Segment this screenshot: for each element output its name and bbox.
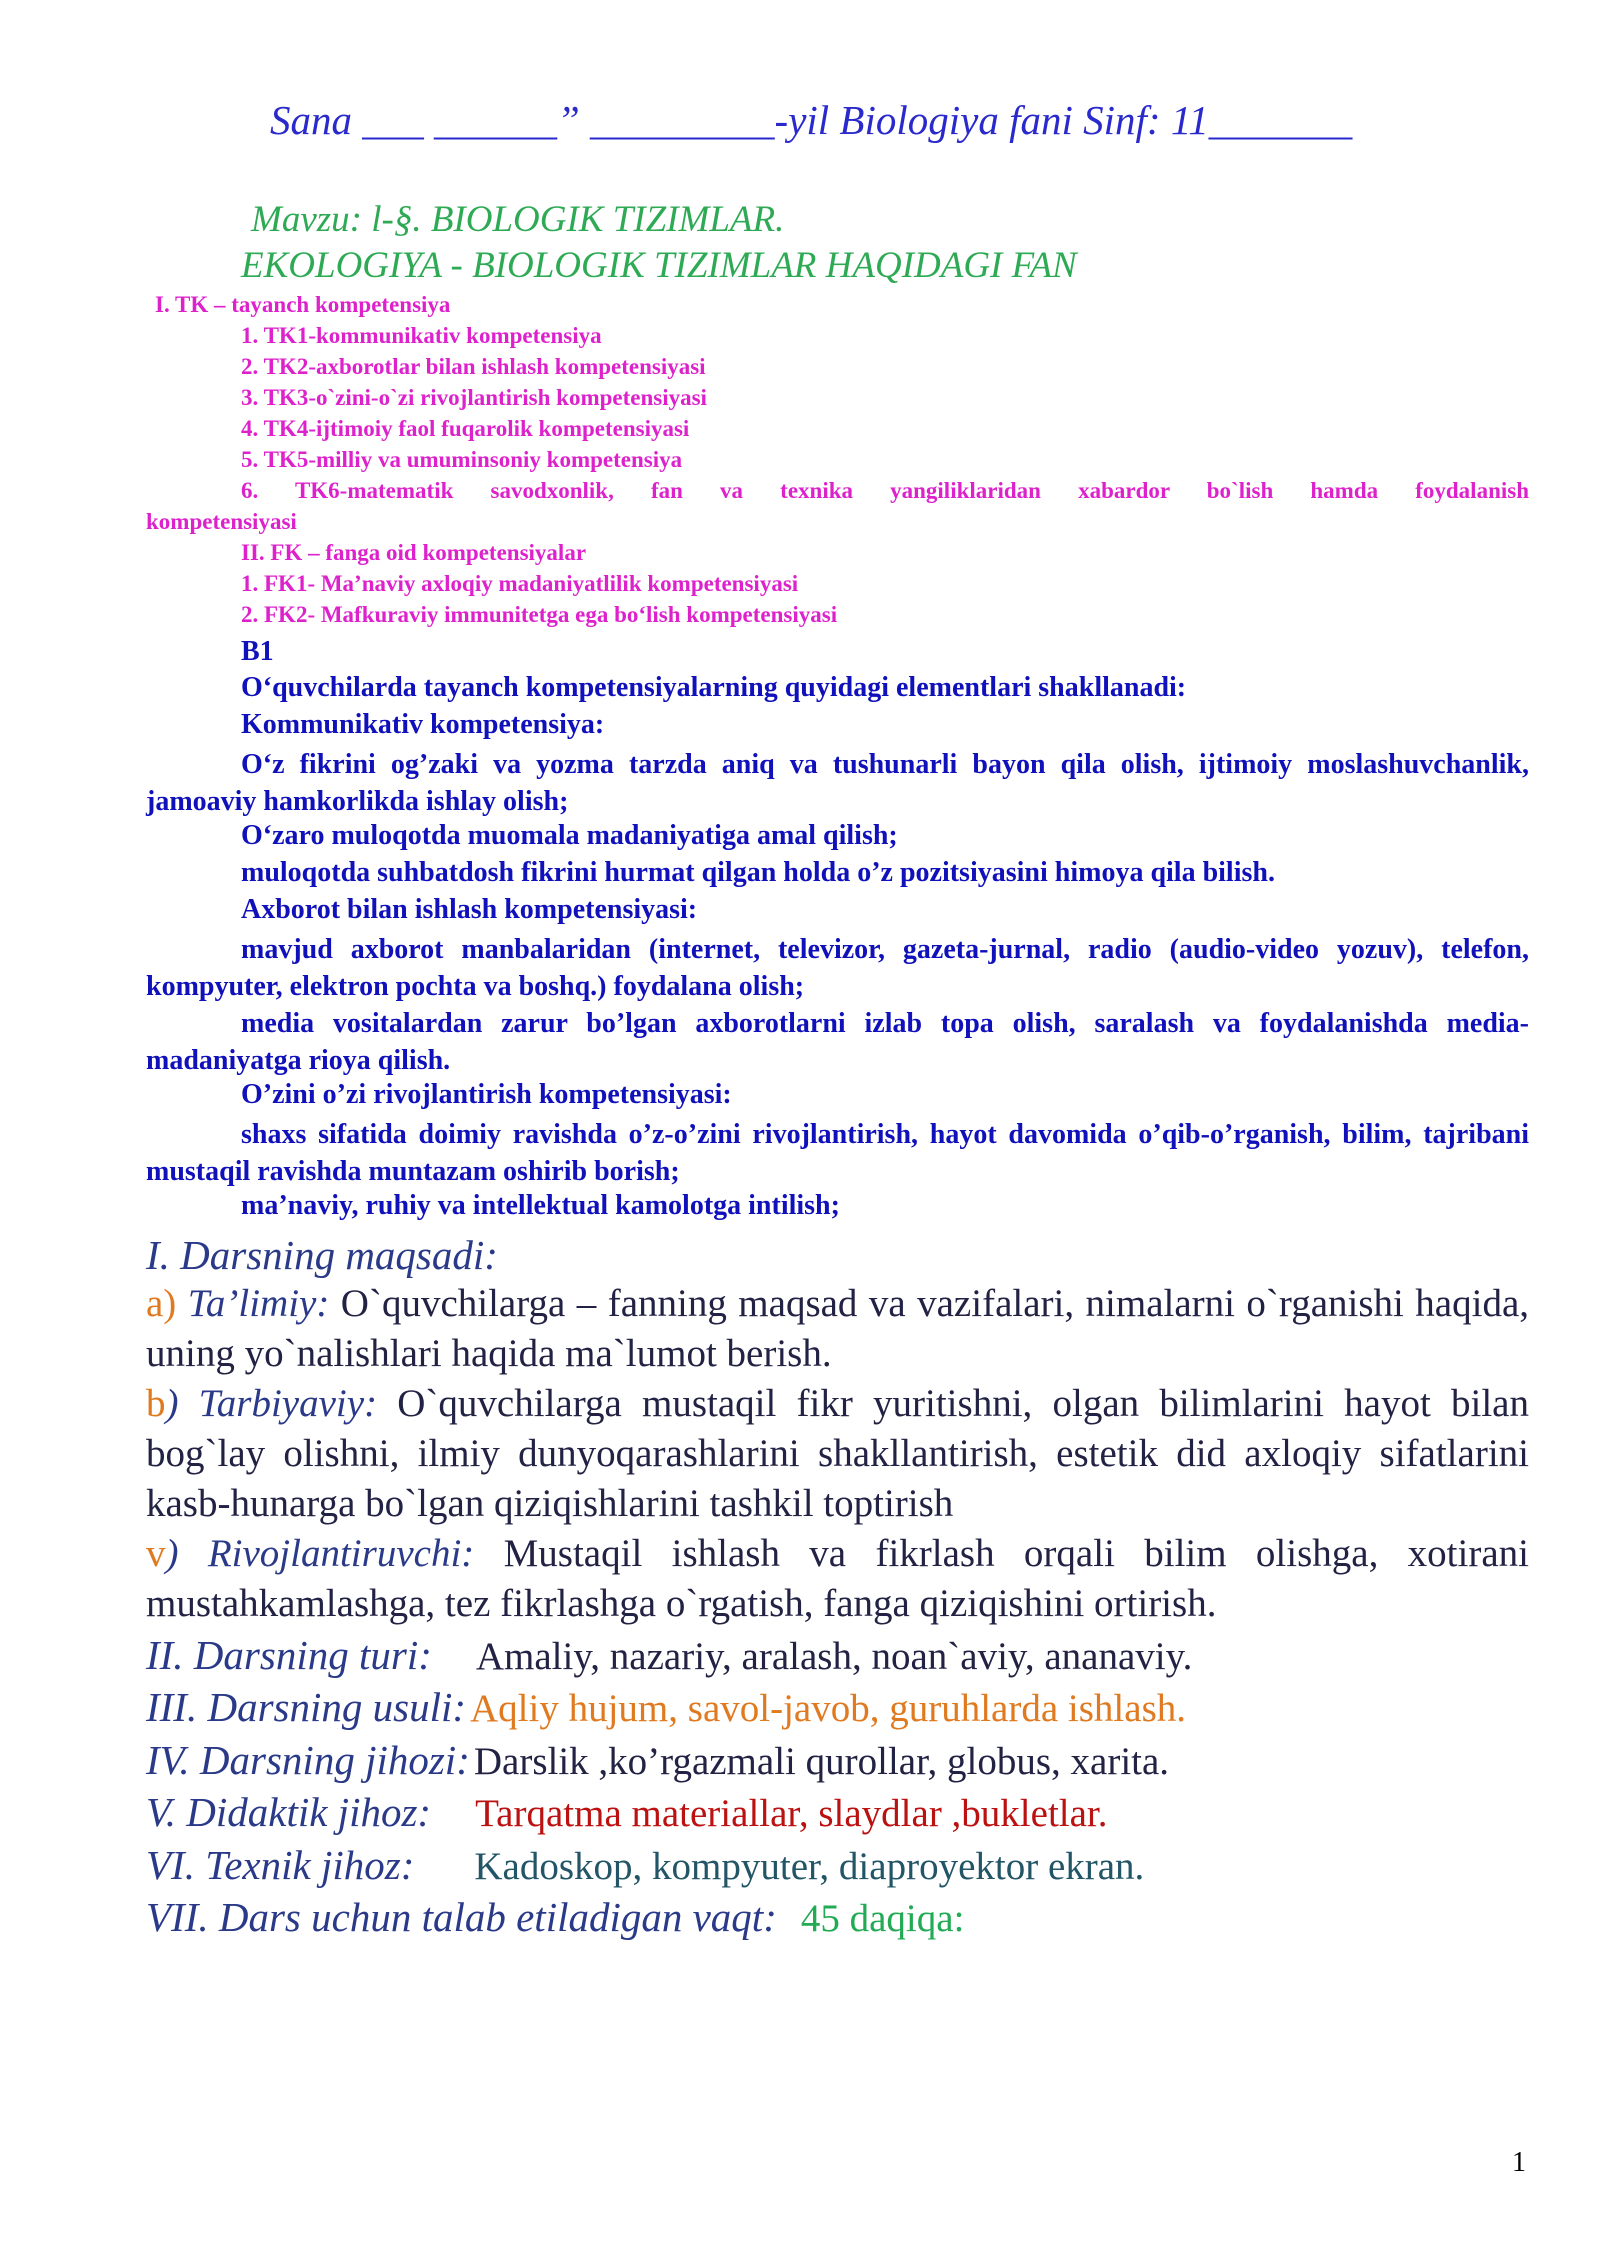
section-method bbox=[146, 1683, 1186, 1731]
topic-line-1: Mavzu: l-§. BIOLOGIK TIZIMLAR. bbox=[251, 199, 785, 240]
goal-a-label: Ta’limiy: bbox=[187, 1282, 330, 1325]
lesson-header: Sana ___ ______” _________-yil Biologiya fani Sinf: 11_______ bbox=[270, 97, 1353, 143]
komm-paragraph-2: O‘zaro muloqotda muomala madaniyatiga amal qilish; bbox=[241, 820, 898, 851]
section-type bbox=[146, 1631, 1192, 1679]
section-didactic-label: V. Didaktik jihoz: bbox=[146, 1789, 432, 1835]
topic-line-2: EKOLOGIYA - BIOLOGIK TIZIMLAR HAQIDAGI FAN bbox=[241, 245, 1077, 286]
section-didactic-value: Tarqatma materiallar, slaydlar ,bukletlar. bbox=[475, 1792, 1108, 1835]
axborot-paragraph-2: media vositalardan zarur bo’lgan axborotlarni izlab topa olish, saralash va foydalanishda media-madaniyatga rioya qilish. bbox=[146, 1008, 1529, 1076]
tk-title: I. TK – tayanch kompetensiya bbox=[155, 292, 451, 317]
tk-item: 5. TK5-milliy va umuminsoniy kompetensiya bbox=[241, 447, 683, 472]
fk-item: 2. FK2- Mafkuraviy immunitetga ega bo‘lish kompetensiyasi bbox=[241, 602, 838, 627]
section-equipment-label: IV. Darsning jihozi: bbox=[146, 1737, 470, 1783]
goal-v-label: ) Rivojlantiruvchi: bbox=[165, 1532, 475, 1575]
section-equipment bbox=[146, 1736, 1169, 1784]
goal-a-prefix: a) bbox=[146, 1282, 177, 1325]
goal-b-label: ) Tarbiyaviy: bbox=[165, 1382, 378, 1425]
goal-a bbox=[146, 1279, 1529, 1379]
tk6-line-1: 6. TK6-matematik savodxonlik, fan va texnika yangiliklaridan xabardor bo`lish hamda foydalanish bbox=[241, 478, 1529, 503]
axborot-title: Axborot bilan ishlash kompetensiyasi: bbox=[241, 894, 698, 925]
fk-title: II. FK – fanga oid kompetensiyalar bbox=[241, 540, 587, 565]
ozini-paragraph-1: shaxs sifatida doimiy ravishda o’z-o’zini rivojlantirish, hayot davomida o’qib-o’rganish, bilim, tajribani mustaqil ravishda muntazam oshirib borish; bbox=[146, 1119, 1529, 1187]
section-type-label: II. Darsning turi: bbox=[146, 1632, 432, 1678]
goal-v bbox=[146, 1529, 1529, 1629]
section-didactic bbox=[146, 1788, 1108, 1836]
tk-item: 2. TK2-axborotlar bilan ishlash kompetensiyasi bbox=[241, 354, 706, 379]
section-method-label: III. Darsning usuli: bbox=[146, 1684, 467, 1730]
ozini-paragraph-2: ma’naviy, ruhiy va intellektual kamolotga intilish; bbox=[241, 1190, 840, 1221]
section-time bbox=[146, 1893, 964, 1941]
goal-b bbox=[146, 1379, 1529, 1529]
section-technical-label: VI. Texnik jihoz: bbox=[146, 1842, 415, 1888]
tk6-line-2: kompetensiyasi bbox=[146, 509, 297, 534]
goal-a-text: O`quvchilarga – fanning maqsad va vazifalari, nimalarni o`rganishi haqida, uning yo`nalishlari haqida ma`lumot berish. bbox=[146, 1282, 1530, 1375]
axborot-paragraph-1: mavjud axborot manbalaridan (internet, televizor, gazeta-jurnal, radio (audio-video yozuv), telefon, kompyuter, elektron pochta va boshq.) foydalana olish; bbox=[146, 934, 1529, 1002]
goal-b-prefix: b bbox=[146, 1382, 166, 1425]
section-time-label: VII. Dars uchun talab etiladigan vaqt: bbox=[146, 1894, 777, 1940]
section-equipment-value: Darslik ,ko’rgazmali qurollar, globus, xarita. bbox=[473, 1740, 1170, 1783]
tk-item: 4. TK4-ijtimoiy faol fuqarolik kompetensiyasi bbox=[241, 416, 690, 441]
goal-v-text: Mustaqil ishlash va fikrlash orqali bilim olishga, xotirani mustahkamlashga, tez fikrlashga o`rgatish, fanga qiziqishini ortirish. bbox=[146, 1532, 1529, 1625]
section-type-value: Amaliy, nazariy, aralash, noan`aviy, ananaviy. bbox=[475, 1635, 1193, 1678]
b1-label: B1 bbox=[241, 636, 274, 667]
komm-paragraph-1: O‘z fikrini og’zaki va yozma tarzda aniq va tushunarli bayon qila olish, ijtimoiy moslashuvchanlik, jamoaviy hamkorlikda ishlay olish; bbox=[146, 749, 1529, 817]
tk-item: 1. TK1-kommunikativ kompetensiya bbox=[241, 323, 602, 348]
b1-intro: O‘quvchilarda tayanch kompetensiyalarning quyidagi elementlari shakllanadi: bbox=[241, 672, 1187, 703]
ozini-title: O’zini o’zi rivojlantirish kompetensiyasi: bbox=[241, 1079, 732, 1110]
goal-b-text: O`quvchilarga mustaqil fikr yuritishni, olgan bilimlarini hayot bilan bog`lay olishni, ilmiy dunyoqarashlarini shakllantirish, estetik did axloqiy sifatlarini kasb-hunarga bo`lgan qiziqishlarini tashkil toptirish bbox=[146, 1382, 1529, 1525]
page-number: 1 bbox=[1512, 2147, 1526, 2178]
section-method-value: Aqliy hujum, savol-javob, guruhlarda ishlash. bbox=[470, 1687, 1186, 1730]
section-technical-value: Kadoskop, kompyuter, diaproyektor ekran. bbox=[474, 1845, 1145, 1888]
section-technical bbox=[146, 1841, 1144, 1889]
komm-title: Kommunikativ kompetensiya: bbox=[241, 709, 605, 740]
tk-item: 3. TK3-o`zini-o`zi rivojlantirish kompetensiyasi bbox=[241, 385, 707, 410]
komm-paragraph-3: muloqotda suhbatdosh fikrini hurmat qilgan holda o’z pozitsiyasini himoya qila bilish. bbox=[241, 857, 1275, 888]
section-time-value: 45 daqiqa: bbox=[800, 1897, 965, 1940]
goals-title: I. Darsning maqsadi: bbox=[146, 1232, 498, 1278]
goal-v-prefix: v bbox=[146, 1532, 166, 1575]
fk-item: 1. FK1- Ma’naviy axloqiy madaniyatlilik kompetensiyasi bbox=[241, 571, 799, 596]
